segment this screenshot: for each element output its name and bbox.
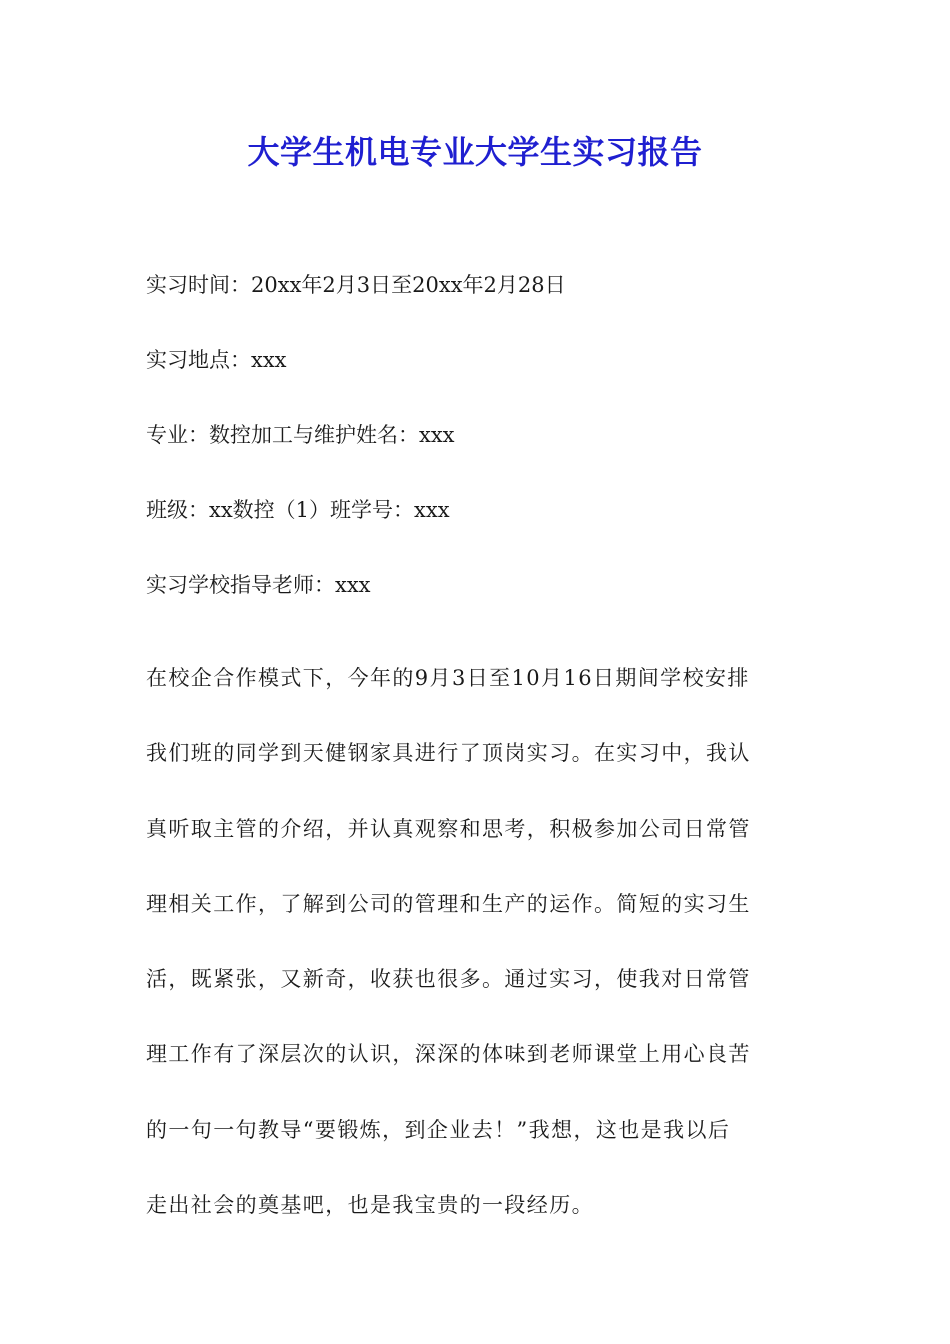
paragraph-line: 在校企合作模式下，今年的9月3日至10月16日期间学校安排 (146, 666, 750, 690)
internship-location: 实习地点：xxx (146, 348, 287, 372)
document-title: 大学生机电专业大学生实习报告 (247, 133, 703, 171)
paragraph-line: 理工作有了深层次的认识，深深的体味到老师课堂上用心良苦 (146, 1042, 751, 1067)
paragraph-line: 我们班的同学到天健钢家具进行了顶岗实习。在实习中，我认 (146, 741, 751, 766)
paragraph-line: 理相关工作，了解到公司的管理和生产的运作。简短的实习生 (146, 891, 751, 916)
major-and-name: 专业：数控加工与维护姓名：xxx (146, 423, 455, 447)
paragraph-line: 真听取主管的介绍，并认真观察和思考，积极参加公司日常管 (146, 816, 751, 841)
paragraph-line: 的一句一句教导“要锻炼，到企业去！”我想，这也是我以后 (146, 1117, 731, 1142)
class-and-student-id: 班级：xx数控（1）班学号：xxx (146, 498, 450, 522)
body-paragraph (146, 641, 806, 1243)
school-advisor: 实习学校指导老师：xxx (146, 573, 371, 597)
paragraph-line: 走出社会的奠基吧，也是我宝贵的一段经历。 (146, 1193, 594, 1218)
paragraph-line: 活，既紧张，又新奇，收获也很多。通过实习，使我对日常管 (146, 967, 751, 992)
internship-time: 实习时间：20xx年2月3日至20xx年2月28日 (146, 273, 566, 297)
